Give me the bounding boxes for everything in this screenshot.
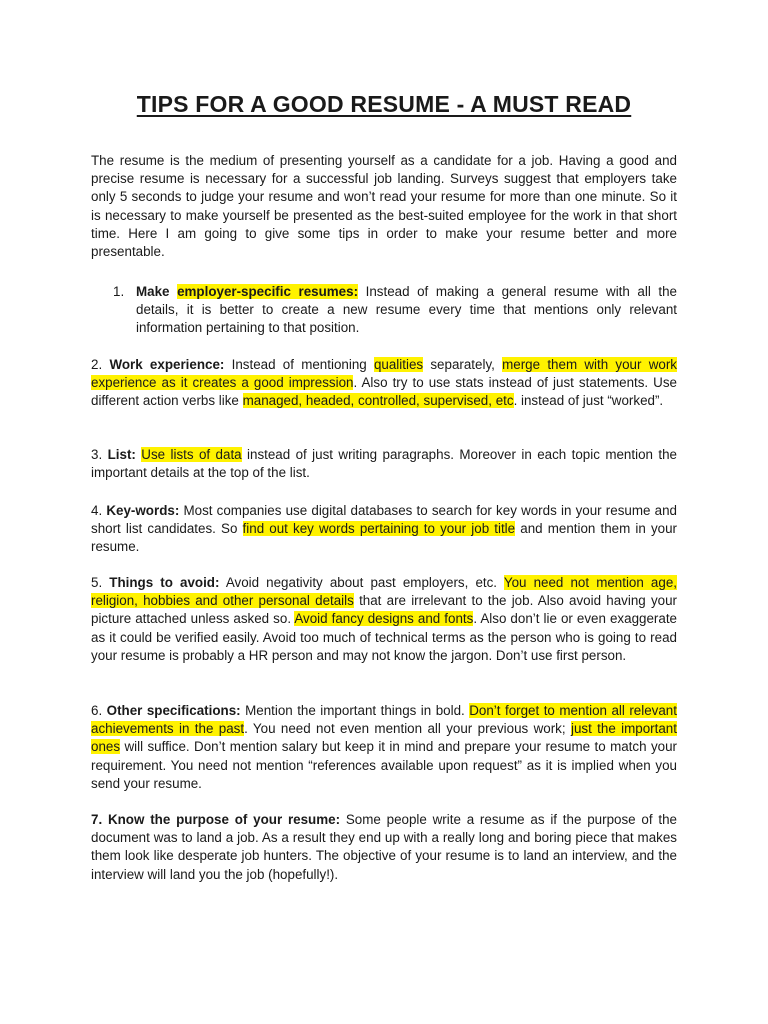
tip-heading: Work experience: (109, 357, 225, 372)
tip-heading: Key-words: (106, 503, 180, 518)
tip-text: . Also don’t lie or even exaggerate as it could be verified easily. Avoid too much of technical terms as the person who is going to read your resume is probably a HR person and may not know the jargon. Don’t use first person. (91, 611, 677, 663)
tip-content (136, 283, 677, 338)
tip-text: Most companies use digital databases to search for key words in your resume and short list candidates. So (91, 503, 677, 537)
tip-text: separately, (423, 357, 503, 372)
tip-heading: 7. Know the purpose of your resume: (91, 812, 341, 827)
tip-number: 6. (91, 703, 103, 718)
tip-text: Some people write a resume as if the purpose of the document was to land a job. As a result they end up with a really long and boring piece that makes them look like desperate job hunters. The objective of your resume is to land an interview, and the interview will land you the job (hopefully!). (91, 812, 677, 882)
tip-text: will suffice. Don’t mention salary but keep it in mind and prepare your resume to match your requirement. You need not mention “references available upon request” as it is implied when you send your resume. (91, 739, 677, 791)
tip-number: 3. (91, 447, 103, 462)
highlighted-text: find out key words pertaining to your job title (242, 521, 516, 537)
tip-heading: Other specifications: (106, 703, 241, 718)
tip-text: and mention them in your resume. (91, 521, 678, 555)
highlighted-text: managed, headed, controlled, supervised, etc (242, 393, 514, 409)
tip-number: 4. (91, 503, 103, 518)
tip-1 (91, 283, 677, 338)
tip-heading-highlight: employer-specific resumes: (177, 284, 359, 299)
tip-number: 5. (91, 575, 103, 590)
tip-number: 2. (91, 357, 103, 372)
tip-6 (91, 702, 677, 793)
tip-text: instead of just writing paragraphs. Moreover in each topic mention the important details at the top of the list. (91, 447, 677, 481)
tip-text: Avoid negativity about past employers, etc. (219, 575, 504, 590)
tip-heading: Things to avoid: (109, 575, 220, 590)
tip-heading-prefix: Make (136, 284, 178, 299)
document-title: TIPS FOR A GOOD RESUME - A MUST READ (136, 91, 632, 117)
tip-7 (91, 811, 677, 884)
intro-paragraph: The resume is the medium of presenting yourself as a candidate for a job. Having a good and precise resume is necessary for a successful job landing. Surveys suggest that employers take only 5 seconds to judge your resume and won’t read your resume for more than one minute. So it is necessary to make yourself be presented as the best-suited employee for the work in that short time. Here I am going to give some tips in order to make your resume better and more presentable. (91, 153, 677, 260)
tip-number: 1. (113, 284, 125, 299)
tip-heading: List: (107, 447, 136, 462)
highlighted-text: Don’t forget to mention all relevant achievements in the past (91, 703, 677, 737)
highlighted-text: merge them with your work experience as it creates a good impression (91, 357, 677, 391)
tip-text: Instead of making a general resume with all the details, it is better to create a new resume every time that mentions only relevant information pertaining to that position. (136, 284, 677, 336)
highlighted-text: Use lists of data (141, 447, 242, 462)
tip-3 (91, 446, 677, 482)
tip-5 (91, 574, 677, 665)
highlighted-text: just the important ones (91, 721, 677, 755)
highlighted-text: You need not mention age, religion, hobbies and other personal details (91, 575, 677, 609)
tip-text: . instead of just “worked”. (513, 393, 664, 409)
highlighted-text: qualities (373, 357, 424, 372)
tip-2 (91, 356, 677, 411)
tip-text: . You need not even mention all your previous work; (244, 721, 571, 737)
tip-4 (91, 502, 677, 557)
tip-text: Instead of mentioning (224, 357, 374, 372)
tip-text: Mention the important things in bold. (240, 703, 470, 718)
highlighted-text: Avoid fancy designs and fonts (294, 611, 474, 627)
tip-text: . Also try to use stats instead of just statements. Use different action verbs like (91, 375, 678, 409)
tip-text: that are irrelevant to the job. Also avoid having your picture attached unless asked so. (91, 593, 678, 627)
